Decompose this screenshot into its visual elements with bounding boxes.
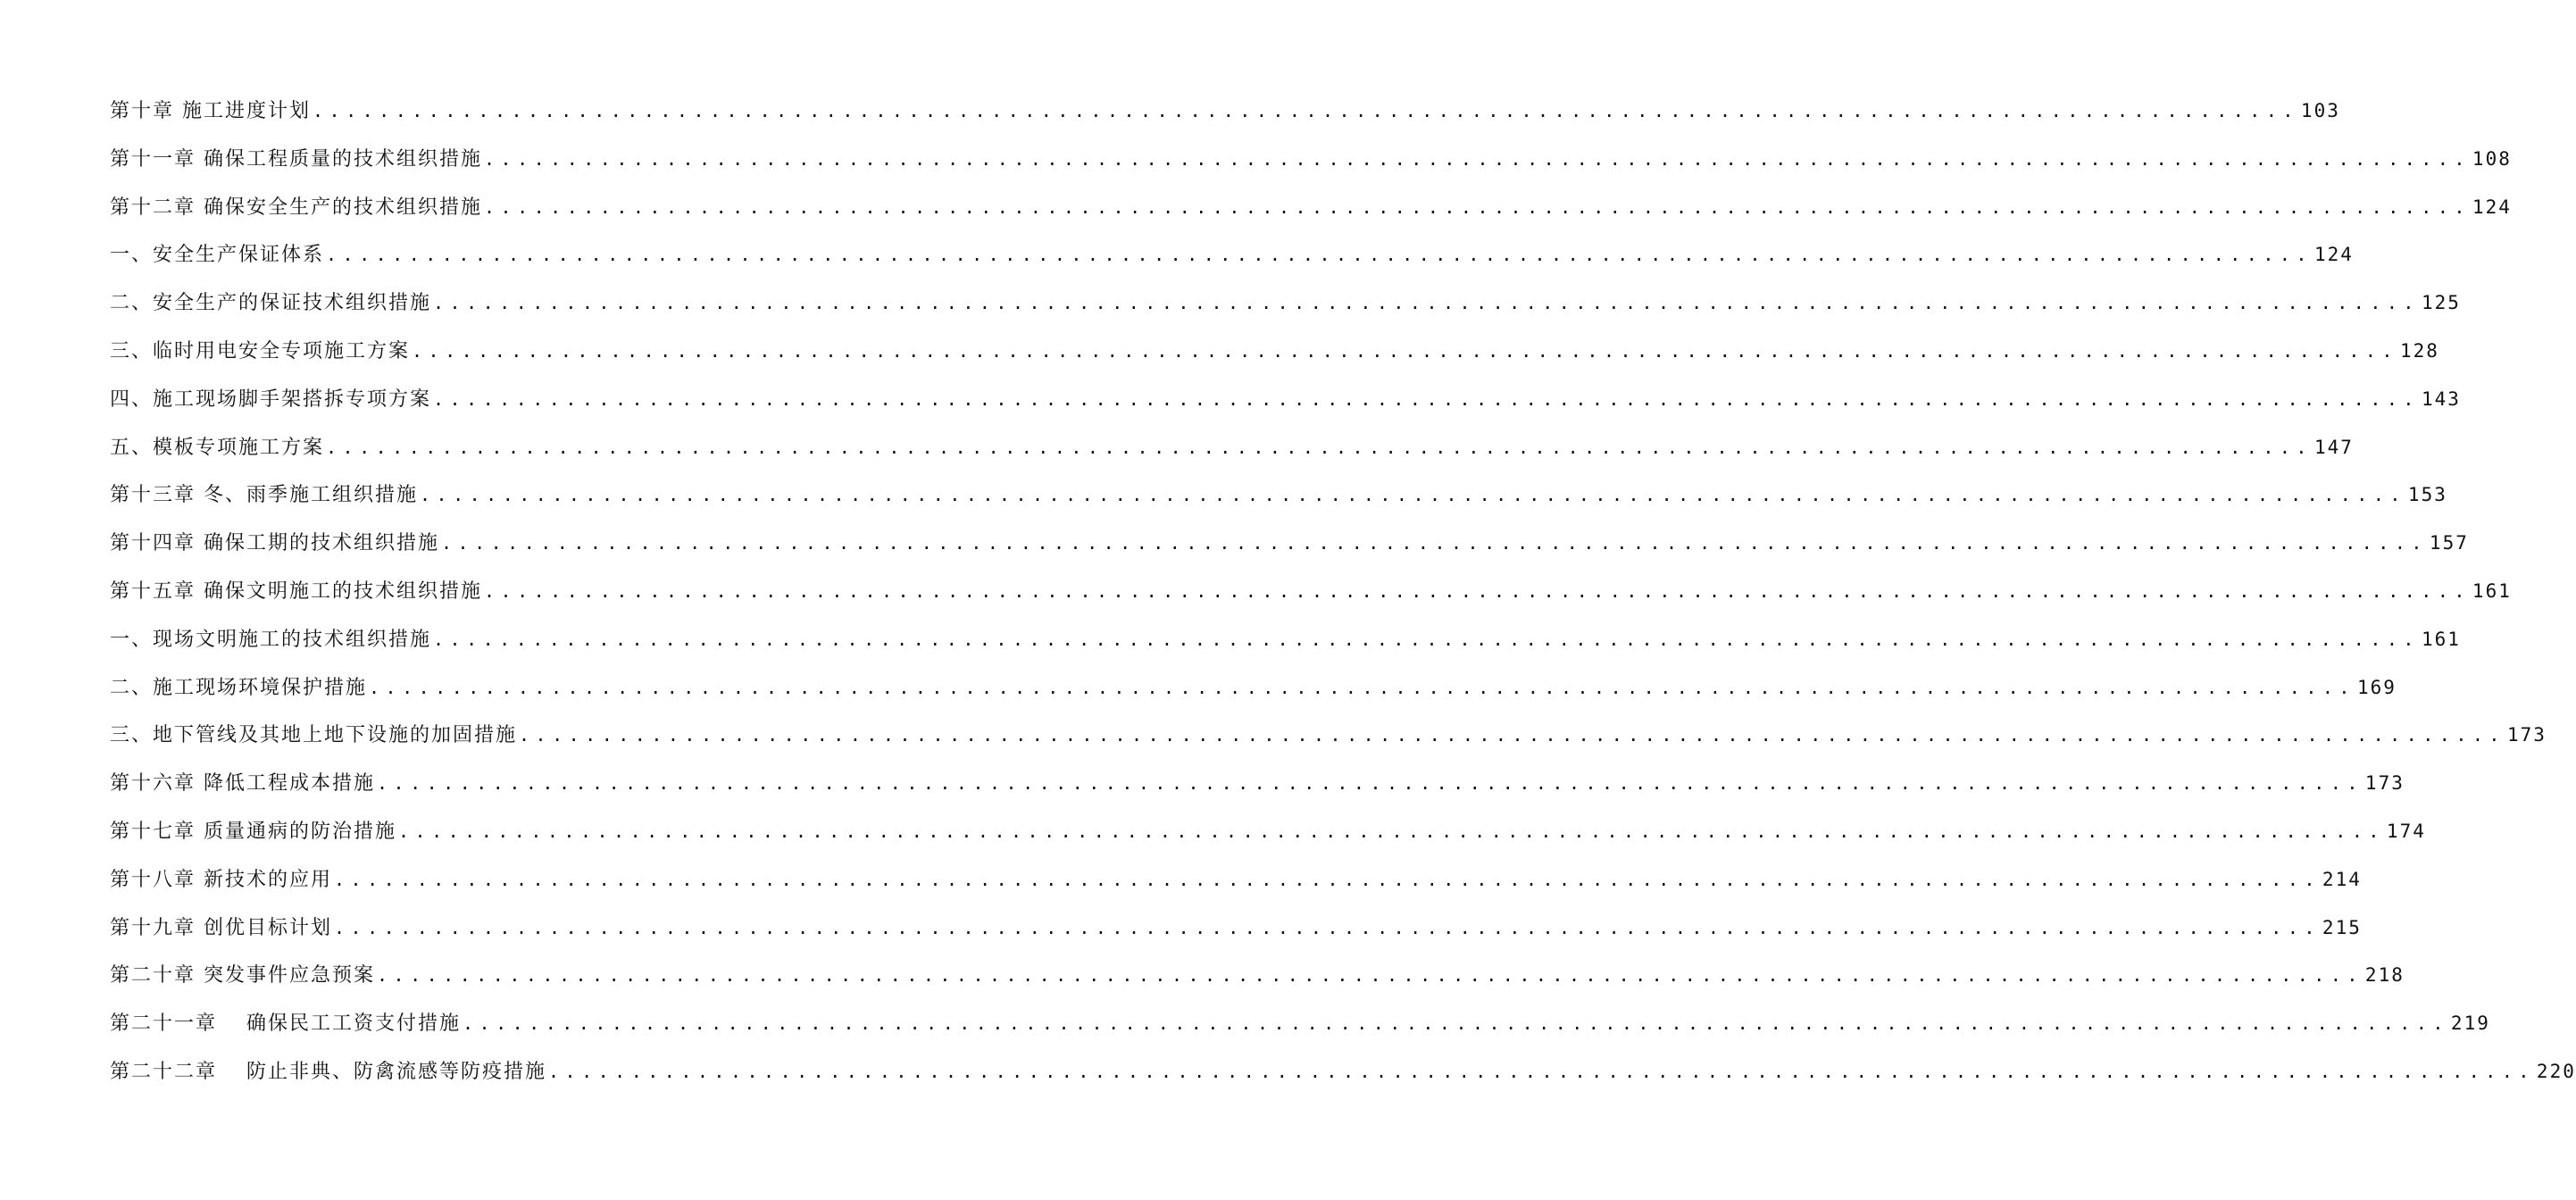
toc-entry-page: 218 <box>2364 964 2405 987</box>
toc-entry-page: 128 <box>2399 339 2439 362</box>
toc-entry-title: 二、安全生产的保证技术组织措施 <box>110 292 432 315</box>
toc-entry-page: 161 <box>2421 628 2461 650</box>
toc-entry-title: 五、模板专项施工方案 <box>110 436 325 459</box>
toc-entry <box>110 760 2405 808</box>
toc-entry-title: 第二十章 突发事件应急预案 <box>110 964 375 988</box>
toc-leader-dots: ........................................................................................................................ <box>313 100 2299 121</box>
toc-entry-page: 153 <box>2407 484 2447 506</box>
toc-entry <box>110 1000 2490 1048</box>
toc-entry-title: 一、现场文明施工的技术组织措施 <box>110 628 432 651</box>
toc-entry <box>110 856 2362 904</box>
toc-entry-title: 一、安全生产保证体系 <box>110 244 325 267</box>
toc-leader-dots: ........................................................................................................................ <box>334 868 2321 890</box>
toc-entry <box>110 279 2461 328</box>
toc-entry-page: 124 <box>2313 244 2354 266</box>
toc-entry-title: 第十九章 创优目标计划 <box>110 916 332 939</box>
toc-leader-dots: ........................................................................................................................ <box>433 388 2420 410</box>
toc-entry-page: 147 <box>2313 436 2354 458</box>
toc-entry-page: 108 <box>2472 147 2512 170</box>
toc-entry-page: 125 <box>2421 292 2461 314</box>
toc-entry <box>110 952 2405 1000</box>
toc-entry-title: 第十七章 质量通病的防治措施 <box>110 820 396 843</box>
toc-leader-dots: ........................................................................................................................ <box>398 820 2385 842</box>
toc-leader-dots: ........................................................................................................................ <box>484 579 2471 602</box>
toc-leader-dots: ........................................................................................................................ <box>484 196 2471 218</box>
toc-entry-title: 二、施工现场环境保护措施 <box>110 676 368 699</box>
toc-entry-page: 124 <box>2472 196 2512 218</box>
table-of-contents <box>110 88 2576 1096</box>
toc-entry-page: 173 <box>2506 724 2547 746</box>
toc-entry-title: 第十五章 确保文明施工的技术组织措施 <box>110 579 482 603</box>
toc-entry-title: 第二十二章 防止非典、防禽流感等防疫措施 <box>110 1060 546 1083</box>
toc-entry <box>110 616 2461 664</box>
toc-entry-title: 第十八章 新技术的应用 <box>110 868 332 891</box>
toc-entry-page: 143 <box>2421 388 2461 410</box>
toc-entry-page: 103 <box>2300 100 2340 121</box>
toc-leader-dots: ........................................................................................................................ <box>377 772 2363 795</box>
toc-leader-dots: ........................................................................................................................ <box>377 964 2363 987</box>
toc-leader-dots: ........................................................................................................................ <box>484 147 2471 170</box>
toc-leader-dots: ........................................................................................................................ <box>548 1060 2535 1082</box>
toc-leader-dots: ........................................................................................................................ <box>420 484 2406 506</box>
toc-entry-page: 174 <box>2386 820 2426 842</box>
toc-entry-page: 219 <box>2450 1012 2490 1035</box>
toc-entry <box>110 808 2426 856</box>
toc-entry <box>110 328 2439 376</box>
toc-entry <box>110 88 2340 136</box>
toc-entry-title: 第十四章 确保工期的技术组织措施 <box>110 532 439 555</box>
toc-leader-dots: ........................................................................................................................ <box>334 916 2321 938</box>
toc-entry <box>110 520 2469 568</box>
toc-entry-title: 第十一章 确保工程质量的技术组织措施 <box>110 147 482 171</box>
toc-entry-title: 第十二章 确保安全生产的技术组织措施 <box>110 196 482 219</box>
toc-entry-title: 三、临时用电安全专项施工方案 <box>110 339 411 362</box>
toc-entry <box>110 904 2362 953</box>
toc-leader-dots: ........................................................................................................................ <box>519 724 2505 746</box>
toc-entry <box>110 568 2512 616</box>
toc-entry-title: 第十章 施工进度计划 <box>110 100 311 122</box>
toc-leader-dots: ........................................................................................................................ <box>433 292 2420 314</box>
toc-entry-page: 169 <box>2356 676 2397 698</box>
toc-leader-dots: ........................................................................................................................ <box>433 628 2420 650</box>
toc-leader-dots: ........................................................................................................................ <box>369 676 2355 698</box>
toc-entry-title: 第十六章 降低工程成本措施 <box>110 772 375 796</box>
toc-leader-dots: ........................................................................................................................ <box>441 532 2428 554</box>
toc-entry <box>110 184 2512 232</box>
toc-entry <box>110 1048 2576 1096</box>
toc-entry-title: 四、施工现场脚手架搭拆专项方案 <box>110 388 432 411</box>
toc-entry-page: 173 <box>2364 772 2405 795</box>
toc-entry-title: 第十三章 冬、雨季施工组织措施 <box>110 484 418 507</box>
toc-entry-page: 161 <box>2472 579 2512 602</box>
toc-entry-title: 第二十一章 确保民工工资支付措施 <box>110 1012 461 1036</box>
toc-entry <box>110 712 2547 760</box>
toc-leader-dots: ........................................................................................................................ <box>463 1012 2449 1035</box>
toc-entry-page: 157 <box>2429 532 2469 554</box>
toc-leader-dots: ........................................................................................................................ <box>326 436 2313 458</box>
toc-leader-dots: ........................................................................................................................ <box>412 339 2398 362</box>
toc-leader-dots: ........................................................................................................................ <box>326 244 2313 266</box>
toc-entry <box>110 376 2461 424</box>
toc-entry-page: 214 <box>2322 868 2362 890</box>
toc-entry <box>110 136 2512 184</box>
toc-entry-page: 215 <box>2322 916 2362 938</box>
toc-entry <box>110 424 2354 472</box>
toc-entry <box>110 471 2447 520</box>
toc-entry-title: 三、地下管线及其地上地下设施的加固措施 <box>110 724 518 747</box>
toc-entry-page: 220 <box>2536 1060 2576 1082</box>
toc-entry <box>110 664 2397 712</box>
toc-entry <box>110 231 2354 279</box>
